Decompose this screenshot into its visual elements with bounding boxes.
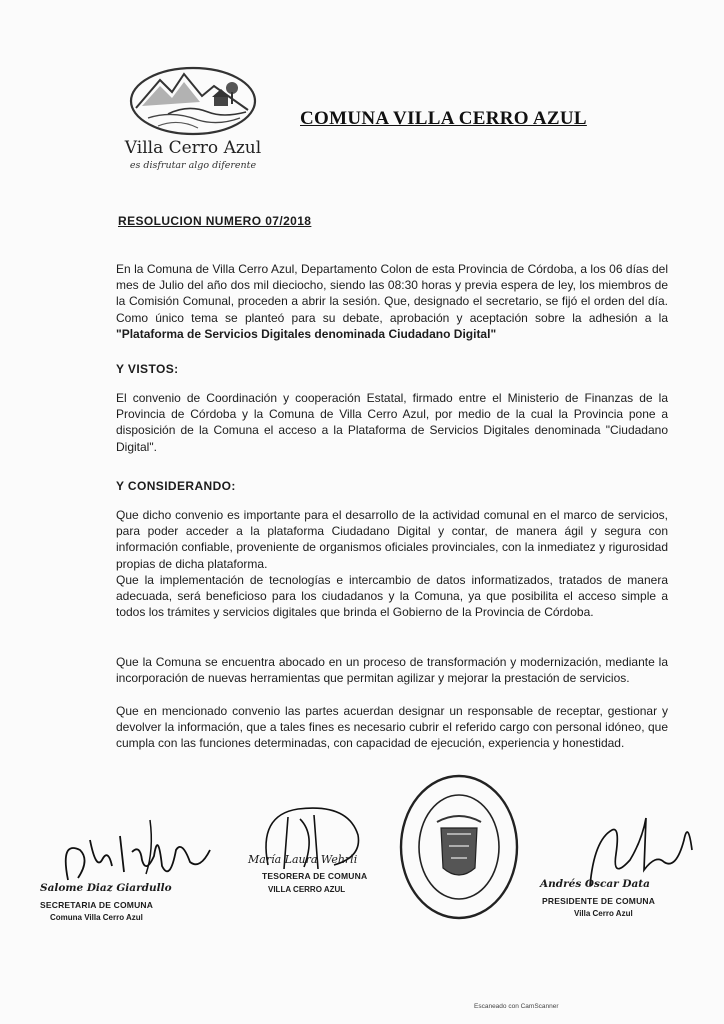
considerando-paragraph-3: Que la Comuna se encuentra abocado en un proceso de transformación y modernización, mediante la incorporación de nuevas herramientas que permitan agilizar y mejorar la prestación de servicios. <box>116 655 668 686</box>
logo-name: Villa Cerro Azul <box>124 138 262 158</box>
vistos-heading: Y VISTOS: <box>116 362 179 376</box>
signature-left <box>40 800 230 940</box>
official-stamp-icon <box>397 772 521 922</box>
signature-right <box>530 800 710 930</box>
vistos-paragraph: El convenio de Coordinación y cooperación Estatal, firmado entre el Ministerio de Finanzas de la Provincia de Córdoba y la Comuna de Villa Cerro Azul, por medio de la cual la Provincia pone a disposición de la Comuna el acceso a la Plataforma de Servicios Digitales denominada "Ciudadano Digital". <box>116 391 668 454</box>
signature-right-org: Villa Cerro Azul <box>574 909 633 918</box>
considerando-paragraph-2: Que la implementación de tecnologías e intercambio de datos informatizados, tratados de manera adecuada, será beneficioso para los ciudadanos y la Comuna, ya que posibilita el acceso simple a todos los trámites y servicios digitales que brinda el Gobierno de la Provincia de Córdoba. <box>116 573 668 620</box>
logo-landscape-icon <box>128 66 258 136</box>
considerando-paragraph-4: Que en mencionado convenio las partes acuerdan designar un responsable de receptar, gestionar y devolver la información, que a tales fines es necesario cubrir el referido cargo con personal idóneo, que cumpla con las funciones determinadas, con capacidad de ejecución, experiencia y honestidad. <box>116 704 668 751</box>
intro-text: En la Comuna de Villa Cerro Azul, Departamento Colon de esta Provincia de Córdoba, a los 06 días del mes de Julio del año dos mil dieciocho, siendo las 08:30 horas y previa espera de ley, los miembros de la Comisión Comunal, proceden a abrir la sesión. Que, designado el secretario, se fijó el orden del día. Como único tema se planteó para su debate, aprobación y aceptación sobre la adhesión a la <box>116 262 668 325</box>
handwritten-signature-right-icon <box>560 800 710 890</box>
signature-left-org: Comuna Villa Cerro Azul <box>50 913 143 922</box>
signature-left-name: Salome Diaz Giardullo <box>40 882 172 894</box>
intro-bold-text: "Plataforma de Servicios Digitales denominada Ciudadano Digital" <box>116 326 497 341</box>
considerando-heading: Y CONSIDERANDO: <box>116 479 236 493</box>
scanner-footer: Escaneado con CamScanner <box>474 1003 559 1010</box>
header-title: COMUNA VILLA CERRO AZUL <box>300 108 587 129</box>
intro-paragraph <box>116 261 668 342</box>
considerando-paragraph-1: Que dicho convenio es importante para el desarrollo de la actividad comunal en el marco de servicios, para poder acceder a la plataforma Ciudadano Digital y contar, de manera ágil y segura con información confiable, proveniente de organismos oficiales provinciales, con la inmediatez y rigurosidad propias de dicha plataforma. <box>116 508 668 571</box>
signature-left-role: SECRETARIA DE COMUNA <box>40 900 154 910</box>
signature-right-name: Andrés Oscar Data <box>540 878 650 890</box>
logo-slogan: es disfrutar algo diferente <box>129 160 257 171</box>
signature-middle-role: TESORERA DE COMUNA <box>262 871 368 881</box>
signature-middle-org: VILLA CERRO AZUL <box>268 885 346 894</box>
logo <box>118 66 278 181</box>
signature-middle <box>238 795 388 915</box>
resolution-title: RESOLUCION NUMERO 07/2018 <box>118 214 312 228</box>
signature-middle-name: María Laura Wehrli <box>248 853 358 866</box>
signature-right-role: PRESIDENTE DE COMUNA <box>542 896 656 906</box>
handwritten-signature-left-icon <box>50 800 230 890</box>
